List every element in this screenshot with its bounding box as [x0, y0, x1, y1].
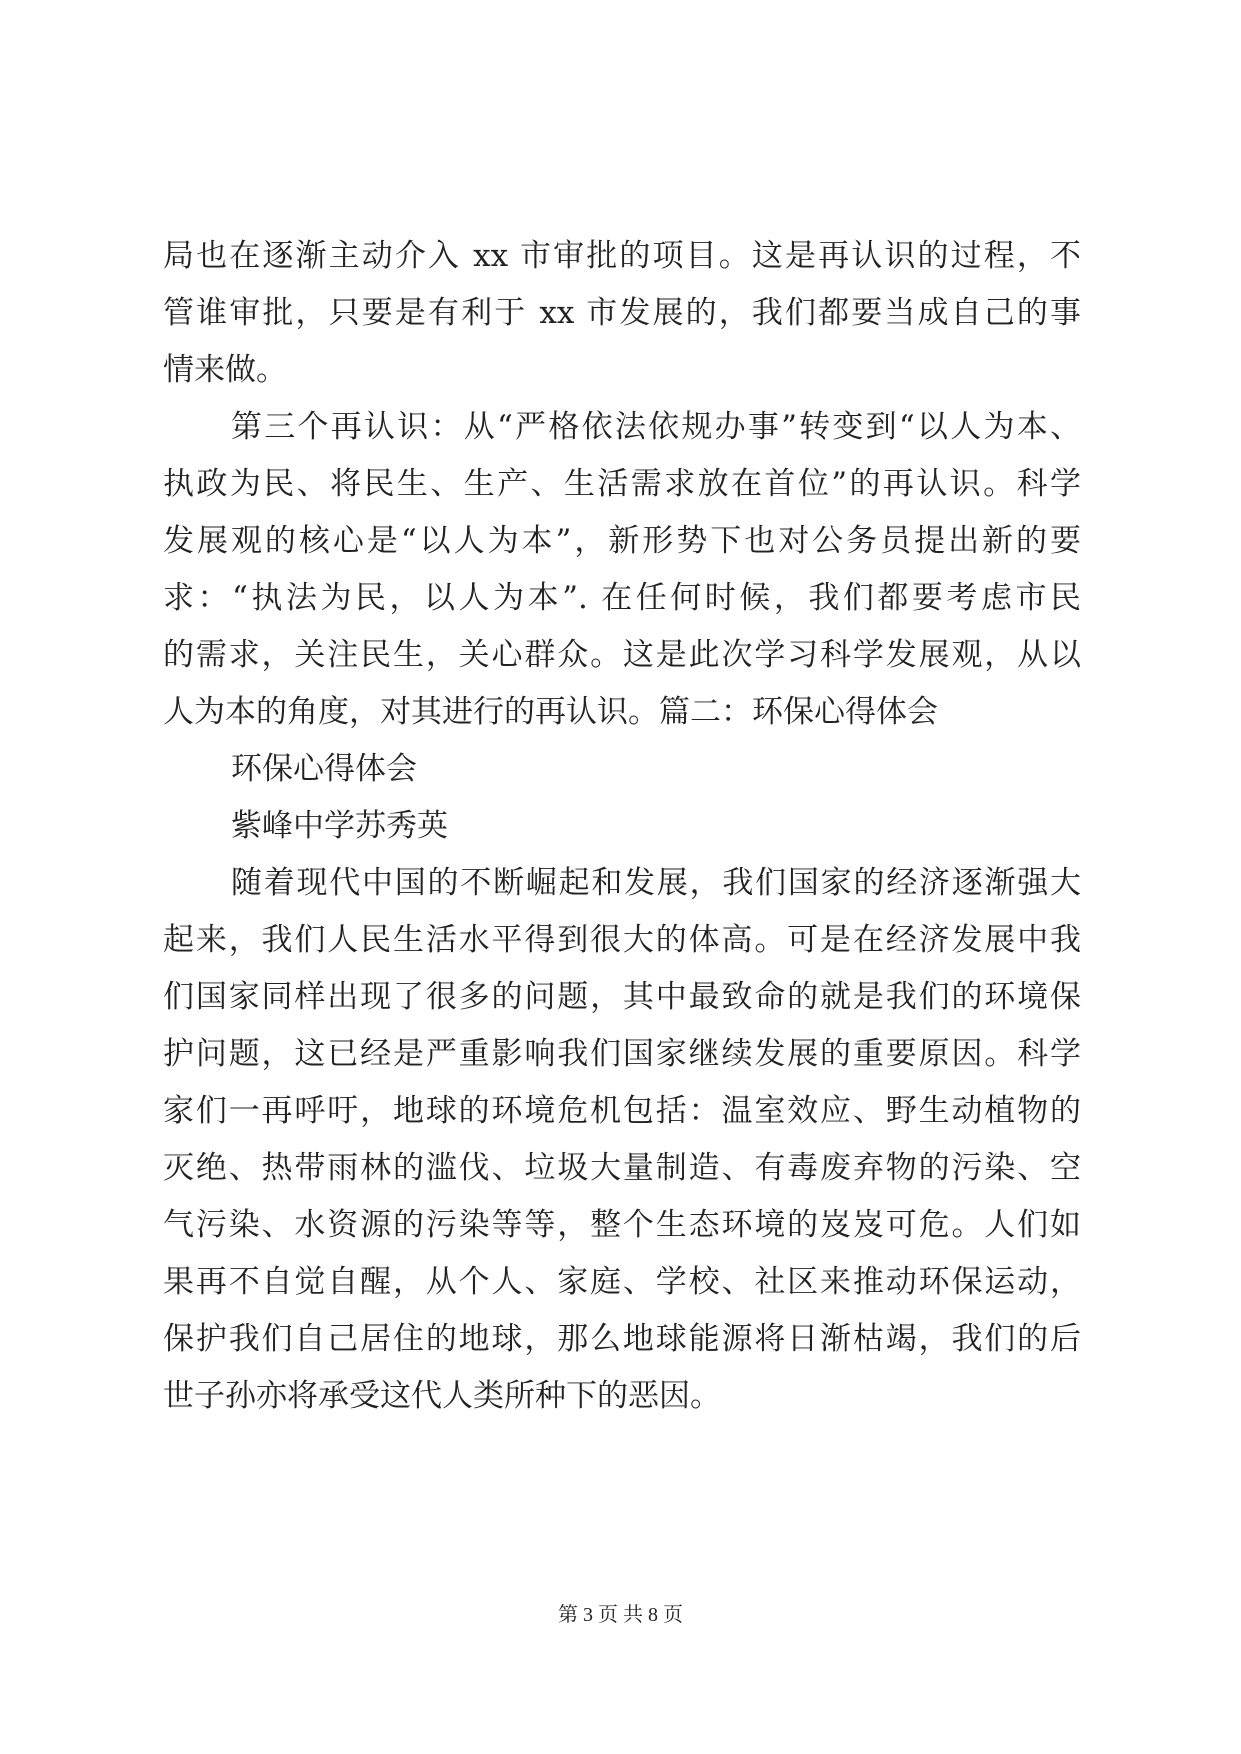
page-number: 第 3 页 共 8 页	[558, 1604, 683, 1626]
text-line: 情来做。	[163, 352, 287, 388]
text-line: 发展观的核心是“以人为本”，新形势下也对公务员提出新的要	[163, 523, 1081, 559]
text-line: 果再不自觉自醒，从个人、家庭、学校、社区来推动环保运动，	[163, 1264, 1081, 1300]
document-body	[163, 228, 1081, 1425]
author-line: 紫峰中学苏秀英	[231, 808, 448, 844]
text-line: 执政为民、将民生、生产、生活需求放在首位”的再认识。科学	[163, 466, 1081, 502]
text-line: 管谁审批，只要是有利于 xx 市发展的，我们都要当成自己的事	[163, 295, 1081, 331]
text-line: 世子孙亦将承受这代人类所种下的恶因。	[163, 1378, 721, 1414]
text-line: 气污染、水资源的污染等等，整个生态环境的岌岌可危。人们如	[163, 1207, 1081, 1243]
section-heading: 环保心得体会	[231, 751, 417, 787]
text-line: 局也在逐渐主动介入 xx 市审批的项目。这是再认识的过程，不	[163, 238, 1081, 274]
text-line: 第三个再认识：从“严格依法依规办事”转变到“以人为本、	[231, 409, 1081, 445]
text-line: 保护我们自己居住的地球，那么地球能源将日渐枯竭，我们的后	[163, 1321, 1081, 1357]
text-line: 起来，我们人民生活水平得到很大的体高。可是在经济发展中我	[163, 922, 1081, 958]
text-line: 家们一再呼吁，地球的环境危机包括：温室效应、野生动植物的	[163, 1093, 1081, 1129]
text-line: 求：“执法为民，以人为本”. 在任何时候，我们都要考虑市民	[163, 580, 1081, 616]
text-line: 灭绝、热带雨林的滥伐、垃圾大量制造、有毒废弃物的污染、空	[163, 1150, 1081, 1186]
text-line: 随着现代中国的不断崛起和发展，我们国家的经济逐渐强大	[231, 865, 1081, 901]
text-line: 的需求，关注民生，关心群众。这是此次学习科学发展观，从以	[163, 637, 1081, 673]
text-line: 护问题，这已经是严重影响我们国家继续发展的重要原因。科学	[163, 1036, 1081, 1072]
text-line: 人为本的角度，对其进行的再认识。篇二：环保心得体会	[163, 694, 938, 730]
text-line: 们国家同样出现了很多的问题，其中最致命的就是我们的环境保	[163, 979, 1081, 1015]
